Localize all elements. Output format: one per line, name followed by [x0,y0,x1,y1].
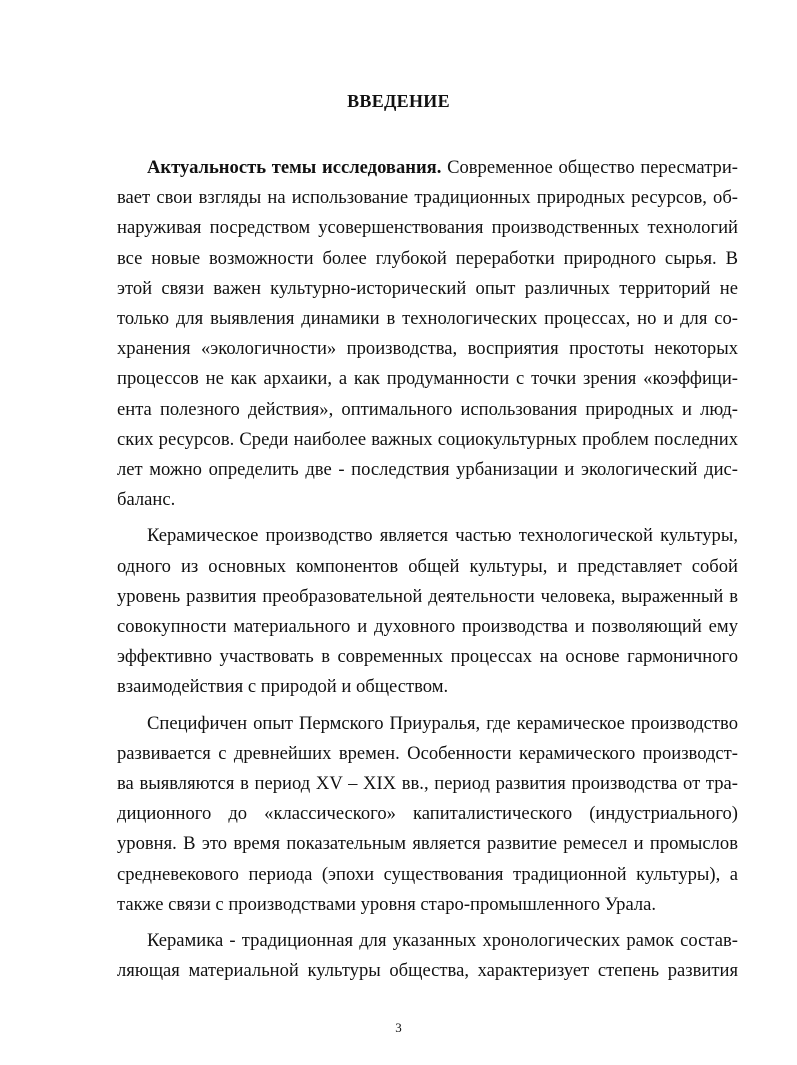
text-line: только для выявления динамики в технологических процессах, но и для со- [117,308,738,330]
text-line: развивается с древнейших времен. Особенности керамического производст- [117,742,738,764]
text-line: вает свои взгляды на использование традиционных природных ресурсов, об- [117,187,738,209]
text-line: ента полезного действия», оптимального использования природных и люд- [117,398,738,420]
text-line: эффективно участвовать в современных процессах на основе гармоничного [117,646,738,668]
text-line: процессов не как архаики, а как продуманности с точки зрения «коэффици- [117,368,738,390]
text-line: этой связи важен культурно-исторический опыт различных территорий не [117,277,738,299]
text-line [117,153,738,183]
page-number: 3 [395,1020,402,1035]
text-line: взаимодействия с природой и обществом. [117,676,449,698]
paragraph-ceramics-production [117,521,738,702]
text-line: Керамика - традиционная для указанных хронологических рамок состав- [147,930,738,952]
text-line: хранения «экологичности» производства, восприятия простоты некоторых [117,338,738,360]
text-line: уровня. В это время показательным является развитие ремесел и промыслов [117,833,738,855]
section-heading: ВВЕДЕНИЕ [347,91,450,111]
text-line: все новые возможности более глубокой переработки природного сырья. В [117,247,738,269]
text-line: также связи с производствами уровня старо-промышленного Урала. [117,893,657,915]
text-line: баланс. [117,489,176,511]
text-line: наруживая посредством усовершенствования производственных технологий [117,217,738,239]
paragraph-lead: Актуальность темы исследования. [147,157,442,178]
text-line: лет можно определить две - последствия урбанизации и экологический дис- [117,459,738,481]
text-line: совокупности материального и духовного производства и позволяющий ему [117,616,738,638]
text-line: ва выявляются в период XV – XIX вв., период развития производства от тра- [117,773,738,795]
text-line: Керамическое производство является частью технологической культуры, [147,525,738,547]
paragraph-relevance [117,153,738,515]
text-line: средневекового периода (эпохи существования традиционной культуры), а [117,863,738,885]
text-line: ляющая материальной культуры общества, характеризует степень развития [117,960,738,982]
text-line: уровень развития преобразовательной деятельности человека, выраженный в [117,585,738,607]
paragraph-perm-experience [117,709,738,920]
line-text: Современное общество пересматри- [447,157,738,178]
paragraph-ceramics-tradition [117,926,738,986]
text-line: ских ресурсов. Среди наиболее важных социокультурных проблем последних [117,428,738,450]
text-line: Специфичен опыт Пермского Приуралья, где керамическое производство [147,712,738,734]
body-text [117,153,738,986]
text-line: диционного до «классического» капиталистического (индустриального) [117,803,738,825]
text-line: одного из основных компонентов общей культуры, и представляет собой [117,555,738,577]
